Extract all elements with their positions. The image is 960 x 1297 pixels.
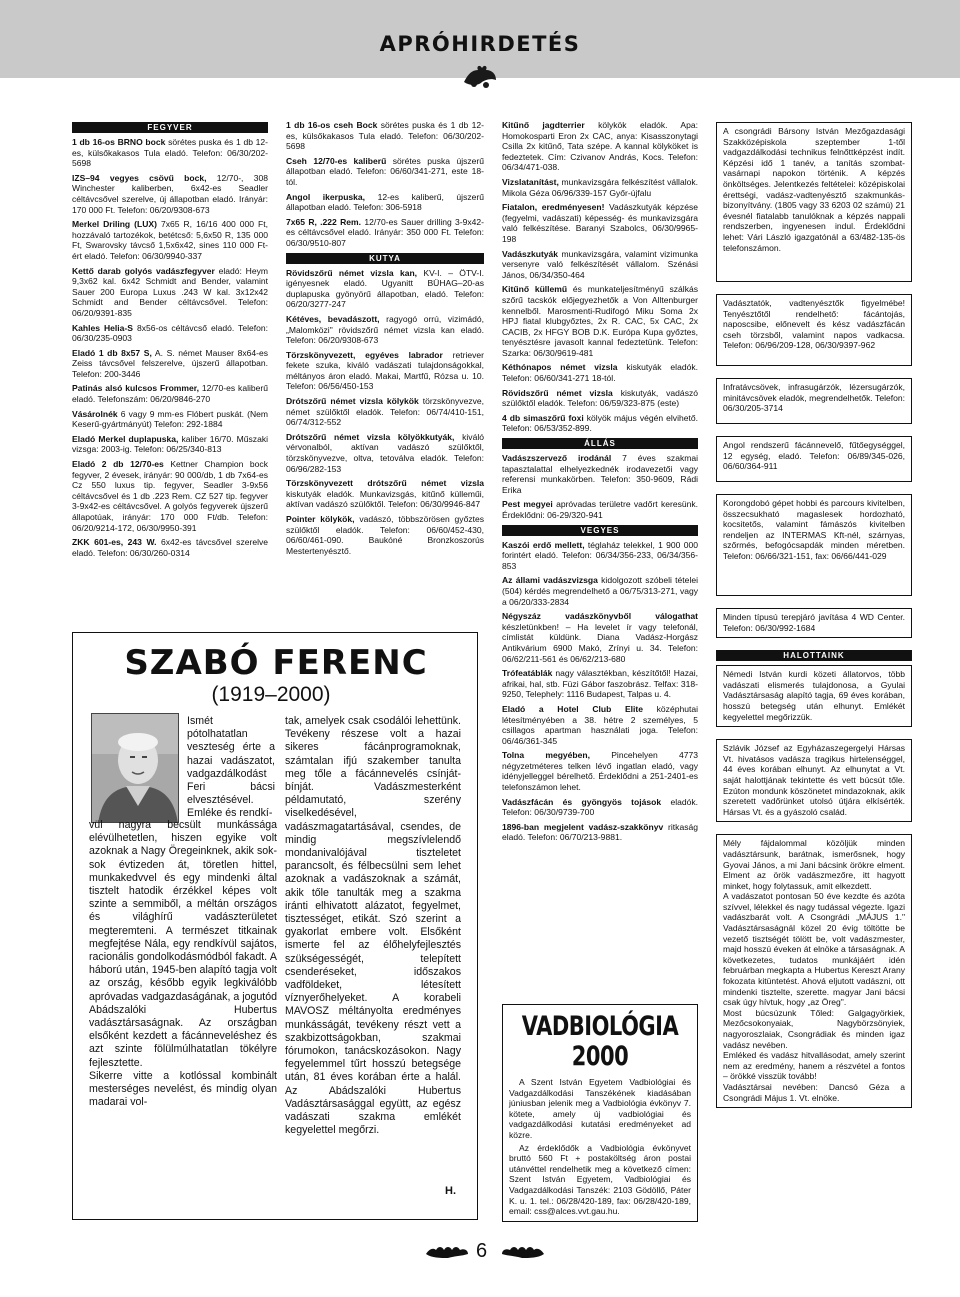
- classified-ad: [502, 177, 698, 198]
- ad-body: kölykök eladók. Apa: Homokosparti Eron 2x CAC, anya: Kisasszonytagi Csilla 2x kitűnő, Tata szépe. A kannal kölyköket is fedeztetek. Cím: Czivanov András, Kocs. Telefon: 06/34/471-038.: [502, 120, 698, 173]
- boxed-ad: Vadásztatók, vadtenyésztők figyelmébe! Tenyésztőtől rendelhető: fácántojás, naposcsibe, előnevelt és kész vadászfácán cseh törzsből, valamint napos vadkacsa. Telefon: 06/96/209-128, 06/30/9397-962: [716, 294, 912, 366]
- ad-body: vadászó, többszörösen győztes szülőktől eladók. Telefon: 06/60/452-430, 06/60/461-090. Baukóné Bronzkoszorús Mestertenyésztő.: [286, 514, 484, 556]
- ad-body: eladók. Telefon: 06/30/9739-700: [502, 796, 699, 818]
- obituary-name: SZABÓ FERENC: [124, 643, 428, 683]
- ad-body: munkavizsgára, valamint vizimunka versenyre való felkészítését vállalom. Szénási János, 06/34/350-464: [502, 248, 698, 280]
- classified-ad: [72, 266, 268, 319]
- classified-ad: [72, 409, 268, 430]
- obituary-signature: H.: [445, 1185, 456, 1197]
- oak-leaf-icon: [500, 1244, 546, 1260]
- death-notice: Mély fájdalommal közöljük minden vadásztársunk, barátnak, ismerősnek, hogy Gyovai János, a mi Jani bácsink örökre elment. Elment az örök vadászmezőre, itt hagyott minket, hogy folytassuk, amit elkezdett. A vadászatot pontosan 50 éve kezdte és azóta szívvel, lélekkel és nagy tudással végezte. Igazi vadászbarát volt. A Csongrádi „MÁJUS 1." Vadásztársaságnál közel 20 évig töltötte be vezető tisztségét tölött be, volt vadászmester, majd hosszú éveken át elnöke a társaságnak. A következetes, tudatos munkájáért idén februárban megkapta a Hubertus Kereszt Arany fokozata kitüntetést. Ahová eljutott vadászni, ott mindenki tisztelte, szerette. magyar Jani bácsi csak úgy hívtuk, hogy „az Öreg". Most búcsúzunk Tőled: Galgagyörkiek, Mezőcsokonyaiak, Nagybörzsönyiek, nagyoroszlaiak, Csongrádiak és minden igaz vadász nevében. Emléked és vadász hitvallásodat, amely szerint nem az eredmény, hanem a részvétel a fontos – örökké visszük tovább! Vadásztársai nevében: Dancsó Géza a Csongrádi Május 1. Vt. elnöke.: [716, 834, 912, 1108]
- ad-body: kölyök május végén elvihető. Telefon: 06/53/352-899.: [502, 412, 698, 434]
- classified-ad: [502, 704, 698, 746]
- classified-ad: [286, 192, 484, 213]
- ad-body: ragyogó orrú, vizimádó, „Malomközi" rövidszőrű német vizsla kan eladó. Telefon: 06/20/9308-673: [286, 313, 484, 346]
- ad-headline: Merkel Driling (LUX): [72, 219, 157, 230]
- ad-headline: Tolna megyében,: [502, 750, 591, 761]
- column-weapons: [72, 122, 268, 562]
- section-header-fegyver: FEGYVER: [72, 122, 268, 133]
- ad-body: 7x65 R, 16/16 400 000 Ft, hozzávaló tartozékok, betétcső: 5,6x50 R, 135 000 Ft, Swarovsky távcső 1,5x6x42, sines 110 000 Ft-ért eladó. Telefon: 06/30/9940-337: [72, 219, 268, 261]
- classified-ad: [502, 822, 698, 843]
- ad-list: [286, 120, 484, 249]
- ad-body: A. S. német Mauser 8x64-es Zeiss távcsővel felszerelve, újszerű állapotban. Telefon: 200-3446: [72, 347, 268, 379]
- portrait-image: [92, 714, 179, 823]
- classified-ad: [502, 750, 698, 792]
- oak-leaf-icon: [460, 60, 500, 90]
- ad-body: és munkateljesítményű szálkás szőrű tacskók előjegyezhetők a Von Alltenburger kennelből. Marosmenti-Rudifogó Miku Soma 2x HPJ fiatal klubgyőztes, 2x R. CAC, 5x CAC, 2x CACIB, 2x HFGY BOB D.K. Európa Kupa győztes, tenyésztésre javasolt kannal fedeztetünk. Telefon: Szarka: 06/30/9619-481: [502, 284, 698, 358]
- ad-headline: ZKK 601-es, 243 W.: [72, 537, 157, 548]
- ad-body: kiskutyák eladók. Munkavizsgás, kitűnő külleműi, aktívan vadászó szülőktől. Telefon: 06/30/9946-847: [286, 488, 484, 510]
- classified-ad: [502, 575, 698, 607]
- ad-headline: Kétéves, bevadászott,: [286, 313, 380, 324]
- classified-ad: [502, 499, 698, 520]
- ad-body: ritkaság eladó. Telefon: 06/70/213-9881.: [502, 821, 698, 843]
- ad-list: [72, 137, 268, 558]
- ad-body: 7 éves szakmai tapasztalattal elhelyezkednék irodavezetői vagy referensi munkakörben. Telefon: 350-9609, Rádi Erika: [502, 453, 698, 495]
- ad-list: [502, 453, 698, 521]
- ad-body: kiskutyák, vadászó szülőktől eladók. Telefon: 06/59/323-875 (este): [502, 387, 698, 409]
- section-header-halottaink: HALOTTAINK: [716, 650, 912, 661]
- ad-body: 12/70-es Sauer drilling 3-9x42-es céltávcsővel eladó. Irányár: 350 000 Ft. Telefon: 06/30/9510-807: [286, 216, 485, 248]
- ad-headline: Pest megyei: [502, 499, 553, 510]
- portrait-photo: [91, 713, 179, 823]
- ad-body: munkavizsgára felkészítést vállalok. Mikola Géza 06/96/339-157 Győr-újfalu: [502, 176, 698, 198]
- classified-ad: [502, 249, 698, 281]
- classified-ad: [502, 388, 698, 409]
- classified-ad: [286, 396, 484, 428]
- classified-ad: [502, 202, 698, 244]
- boxed-ad: Angol rendszerű fácánnevelő, fűtőegységgel, 12 egység, eladó. Telefon: 06/89/345-026, 06/60/364-911: [716, 436, 912, 482]
- obituary-years: (1919–2000): [211, 683, 331, 706]
- ad-body: 8x56-os céltávcső eladó. Telefon: 06/30/235-0903: [72, 322, 268, 344]
- boxed-ad: Infratávcsövek, infrasugárzók, lézersugárzók, minitávcsövek eladók, megrendelhetők. Telefon: 06/30/205-3714: [716, 378, 912, 424]
- ad-headline: Eladó 2 db 12/70-es: [72, 459, 164, 470]
- ad-headline: Kéthónapos német vizsla: [502, 362, 618, 373]
- ad-body: 6 vagy 9 mm-es Flóbert puskát. (Nem Keserű-gyártmányút) Telefon: 292-1884: [72, 408, 268, 430]
- classified-ad: [72, 459, 268, 533]
- ad-headline: Vizslatanítást,: [502, 176, 559, 187]
- ad-body: Vadászkutyák képzése (fegyelmi, vadászati) képesség- és munkavizsgára való felkészítése. Baranyi Szabolcs, 06/30/9965-198: [502, 202, 698, 244]
- obituary-text-col2: tak, amelyek csak csodálói lehettünk. Tevékeny részese volt a hazai sikeres fácánprogramoknak, számtalan ifjú szakember tanulta meg tőle a fácánnevelés csínját-bínját. Vadászmesterként példamutató, szerény viselkedésével, vadászmagatartásával, csendes, de mindig megszívlelendő mondanivalójával tiszteletet parancsolt, és félbecsülni sem lehet azoknak a vadászoknak a számát, akik tőle tanulták meg a szakma iránti elhivatott alázatot, fegyelmet, tisztességet, etikát. Szó szerint a gyakorlat embere volt. Elsőként ismerte fel az élőhelyfejlesztés szükségességét, telepített csenderéseket, időszakos vadföldeket, létesített víznyerőhelyeket. A korabeli MAVOSZ méltányolta eredményes munkásságát, tevékeny részt vett a szakbizottságokban, szakmai fórumokon, tanácskozásokon. Nagy fegyelemmel tűrt hosszú betegsége után, 81 éves korában érte a halál. Az Abádszalóki Hubertus Vadásztársasággal együtt, az egész vadászati szakma emlékét kegyelettel megőrzi.: [285, 715, 461, 1137]
- ad-body: nagy választékban, készítőtől! Hazai, afrikai, hal, stb. Füzi Gábor faszobrász. Telfax: 318-9250, Telephely: 1116 Budapest, Talpas u. 4.: [502, 668, 698, 700]
- obituary-box: [72, 632, 478, 1220]
- classified-ad: [72, 434, 268, 455]
- classified-ad: [502, 453, 698, 495]
- ad-headline: Vadászfácán és gyöngyös tojások: [502, 796, 662, 807]
- ad-body: sörétes puska és 1 db 12-es, külsőkakasos Tula eladó. Telefon: 06/30/202-5698: [72, 137, 268, 169]
- ad-headline: 4 db simaszőrű foxi: [502, 412, 584, 423]
- classified-ad: [286, 217, 484, 249]
- ad-body: 6x42-es távcsővel szerelve eladó. Telefon: 06/30/260-0314: [72, 537, 268, 558]
- obituary-text-col1: vül nagyra becsült munkássága elévülhetetlen, hiszen egyike volt azoknak a Nagy Öregeinknek, akik sok-sok évtizeden át, töretlen hittel, munkakedvvel és egy mindenki által tisztelt hatodik érzékkel képes volt szinte a semmiből, a méltán országos és világhírű vadászterületet megteremteni. A természet titkainak megfejtése Nála, egy rendkívül sajátos, racionális gondolkodásmódból fakadt. A háború után, 1945-ben alapító tagja volt az ország, később egyik legkiválóbb apróvadas vadgazdaságának, a jogutód Abádszalóki Hubertus vadásztársaságnak. Az országban elsőként kezdett a fácánneveléshez és azt szinte fölülmúlhatatlan tökélyre fejlesztette. Sikerre vitte a kotlóssal kombinált mesterséges nevelést, és mindig olyan madarai vol-: [89, 819, 277, 1109]
- classified-ad: [502, 611, 698, 664]
- section-header-kutya: KUTYA: [286, 253, 484, 264]
- ad-headline: Angol ikerpuska,: [286, 191, 366, 202]
- ad-headline: Eladó Merkel duplapuska,: [72, 433, 179, 444]
- ad-headline: 1 db 16-os cseh Bock: [286, 120, 378, 130]
- ad-body: készletünkben! – Ha levelet ír vagy telefonál, címlistát küldünk. Diana Vadász-Horgász Antikvárium 6900 Makó, Zrínyi u. 34. Telefon: 06/62/211-561 és 06/62/213-680: [502, 621, 698, 664]
- column-weapons-dogs: [286, 120, 484, 560]
- ad-body: sörétes puska és 1 db 12-es, külsőkakasos Tula eladó. Telefon: 06/30/202-5698: [286, 120, 484, 152]
- ad-body: kaliber 16/70. Műszaki vizsga: 2003-ig. Telefon: 06/25/340-813: [72, 433, 268, 455]
- ad-body: Kettner Champion bock fegyver, 2 évesek, irányár: 90 000/db, 1 db 7x64-es Cz 550 luxus tip. fegyver, Seadler 3-9x56 céltávcsővel és 1 db .223 Rem. CZ 527 tip. fegyver 3-9x42-es céltávcsővel. A golyós fegyverek újszerű állapotúak, irányár: 170 000 Ft/db. Telefon: 06/20/9214-172, 06/30/9950-391: [72, 459, 268, 533]
- ad-headline: 7x65 R, .222 Rem.: [286, 216, 362, 227]
- classified-ad: [286, 268, 484, 310]
- classified-ad: [286, 120, 484, 152]
- ad-body: Pincehelyen 4773 négyzetméteres telken lévő ingatlan eladó, vagy idényjelleggel bérelhető. Érdeklődni a 251-2401-es telefonszámon lehet.: [502, 750, 698, 793]
- classified-ad: [502, 284, 698, 358]
- ad-headline: Kaszói erdő mellett,: [502, 539, 585, 550]
- death-notice: Szlávik József az Egyházaszegergelyi Hársas Vt. hivatásos vadásza tragikus hirtelenséggel, 44 éves korában elhunyt. Az elhunytat a Vt. saját halottjának tekintette és vett búcsút tőle. Ezúton mondunk köszönetet mindazoknak, akik szeretett vadőrünket utolsó útjára elkísérték. Hársas Vt. és a gyászoló család.: [716, 739, 912, 822]
- classified-ad: [502, 120, 698, 173]
- ad-body: sörétes puska újszerű állapotban eladó. Telefon: 06/60/341-271, este 18-tól.: [286, 155, 484, 187]
- ad-headline: Vadászkutyák: [502, 248, 559, 259]
- ad-headline: Az állami vadászvizsga: [502, 575, 598, 586]
- ad-headline: Drótszőrű német vizsla kölykök: [286, 396, 419, 407]
- vadbiologia-ad: [502, 1004, 698, 1222]
- section-header-allas: ÁLLÁS: [502, 438, 698, 449]
- column-boxed-ads: [716, 122, 912, 1108]
- ad-headline: Rövidszőrű német vizsla kan,: [286, 267, 418, 278]
- ad-body: kiváló vérvonalból, aktívan vadászó szülőktől, törzskönyvezve, oltva, tetoválva eladók. Telefon: 06/96/282-153: [286, 431, 484, 474]
- page-title: APRÓHIRDETÉS: [379, 32, 581, 56]
- ad-body: apróvadas területre vadőrt keresünk. Érdeklődni: 06-29/320-941: [502, 499, 698, 520]
- ad-headline: Vadászszervező irodánál: [502, 453, 612, 464]
- classified-ad: [502, 540, 698, 572]
- vadbiologia-title: VADBIOLÓGIA 2000: [521, 1011, 679, 1071]
- boxed-ad: Minden típusú terepjáró javítása 4 WD Center. Telefon: 06/30/992-1684: [716, 608, 912, 638]
- boxed-ad: A csongrádi Bársony István Mezőgazdasági Szakközépiskola szeptember 1-től vadgazdálkodási technikus felnőttképzést indít. Képzési idő 1 tanév, a tanítás szombat-vasárnapi napokon történik. A képzés önköltséges. Jelentkezés feltételei: középiskolai érettségi, vadász-vadtenyésztő szakmunkás-bizonyítvány. (1805 vagy 33 6203 02 számú) 21 évesnél fiatalabb tanulóknak a képzés nappali rendszerben, ingyenesen indul. Érdeklődni lehet: Vári László igazgatónál a 63/482-135-ös telefonszámon.: [716, 122, 912, 282]
- page-number: 6: [476, 1240, 488, 1262]
- ad-headline: Törzskönyvezett drótszőrű német vizsla: [286, 478, 484, 489]
- classified-ad: [72, 137, 268, 169]
- death-notice: Némedi István kurdi közeti állatorvos, több vadászati elismerés tulajdonosa, a Gyulai Vadásztársaság alapító tagja, 69 éves korában, hosszú betegség után elhunyt. Emlékét kegyelettel megőrizzük.: [716, 665, 912, 727]
- ad-headline: Törzskönyvezett, egyéves labrador: [286, 349, 443, 360]
- classified-ad: [286, 350, 484, 392]
- page-footer: [0, 1234, 960, 1270]
- classified-ad: [502, 362, 698, 383]
- obituary-text-beside-photo: Ismét pótolhatatlan veszteség érte a hazai vadászatot, vadgazdálkodást Feri bácsi elvesztésével. Emléke és rendkí-: [187, 715, 275, 820]
- ad-headline: Fiatalon, eredményesen!: [502, 202, 605, 213]
- ad-list: [502, 120, 698, 434]
- classified-ad: [286, 156, 484, 188]
- ad-headline: Kitűnő jagdterrier: [502, 120, 585, 130]
- ad-headline: 1896-ban megjelent vadász-szakkönyv: [502, 821, 664, 832]
- classified-ad: [72, 537, 268, 558]
- ad-body: középhutai létesítményében a 38. hétre 2 személyes, 5 csillagos apartman használati joga. Telefon: 06/46/361-345: [502, 703, 698, 746]
- ad-headline: 1 db 16-os BRNO bock: [72, 137, 166, 147]
- ad-body: retriever fekete szuka, kiváló vadászati tulajdonságokkal, méltányos áron eladó. Makai, Martfű, Rózsa u. 10. Telefon: 06/56/450-153: [286, 349, 484, 392]
- classified-ad: [286, 514, 484, 556]
- section-header-vegyes: VEGYES: [502, 525, 698, 536]
- classified-ad: [502, 797, 698, 818]
- ad-body: eladó: Heym 9,3x62 kal. 6x42 Schmidt and Bender, valamint Sauer 200 Europa Luxus .243 W kal. 3x12x42 Schmidt and Bender céltávcsővel. Telefon: 06/20/9391-835: [72, 265, 268, 318]
- ad-body: 12/70-es kaliberű eladó. Telefonszám: 06/20/9846-270: [72, 383, 268, 405]
- ad-headline: Eladó 1 db 8x57 S,: [72, 347, 152, 358]
- classified-ad: [502, 413, 698, 434]
- column-dogs-jobs-misc: [502, 120, 698, 847]
- vadbiologia-paragraph: A Szent István Egyetem Vadbiológiai és Vadgazdálkodási Tanszékének kiadásában júniusban jelenik meg a Vadbiológia évkönyv 7. kötete, amely új vadbiológiai és vadgazdálkodási kutatási eredményeket ad közre.: [509, 1077, 691, 1140]
- oak-leaf-icon: [424, 1244, 470, 1260]
- page-header: [0, 0, 960, 92]
- ad-headline: Rövidszőrű német vizsla: [502, 387, 613, 398]
- vadbiologia-paragraph: Az érdeklődők a Vadbiológia évkönyvet bruttó 560 Ft + postaköltség áron postai utánvéttel rendelhetik meg a következő címen: Szent István Egyetem, Vadbiológiai és Vadgazdálkodási Tanszék: 2103 Gödöllő, Páter K. u. 1. tel.: 06/28/420-189, fax: 06/28/420-189, email: css@alces.vvt.gau.hu.: [509, 1142, 691, 1217]
- ad-headline: IZS–94 vegyes csövű bock,: [72, 172, 207, 183]
- ad-headline: Vásárolnék: [72, 408, 118, 419]
- ad-headline: Kettő darab golyós vadászfegyver: [72, 265, 215, 276]
- ad-headline: Drótszőrű német vizsla kölyökkutyák,: [286, 431, 455, 442]
- ad-headline: Patinás alsó kulcsos Frommer,: [72, 383, 199, 394]
- ad-body: 12-es kaliberű, újszerű állapotban eladó. Telefon: 306-5918: [286, 191, 484, 213]
- ad-headline: Eladó a Hotel Club Elite: [502, 703, 644, 714]
- ad-body: kidolgozott szóbeli tételei (504) kérdés megrendelhető a 06/75/313-271, vagy a 06/20/333-2834: [502, 575, 698, 607]
- ad-list: [286, 268, 484, 557]
- classified-ad: [72, 323, 268, 344]
- vadbiologia-text: [509, 1077, 691, 1217]
- classified-ad: [72, 383, 268, 404]
- ad-body: kiskutyák eladók. Telefon: 06/60/341-271 18-tól.: [502, 362, 698, 384]
- classified-ad: [72, 219, 268, 261]
- ad-body: törzskönyvezve, német szülőktől eladók. Telefon: 06/74/410-151, 06/74/312-552: [286, 396, 484, 428]
- classified-ad: [286, 432, 484, 474]
- classified-ad: [72, 348, 268, 380]
- ad-headline: Kahles Helia-S: [72, 322, 133, 333]
- ad-list: [502, 540, 698, 843]
- classified-ad: [286, 478, 484, 510]
- ad-headline: Pointer kölykök,: [286, 514, 355, 524]
- ad-headline: Négyszáz vadászkönyvből válogathat: [502, 611, 698, 622]
- ad-headline: Kitűnő küllemű: [502, 284, 568, 295]
- classified-ad: [502, 668, 698, 700]
- classified-ad: [72, 173, 268, 215]
- boxed-ad: Korongdobó gépet hobbi és parcours kivitelben, összecsukható magaslesek hordozható, kocsitetős, valamint fámászós kivitelben rendeljen az INTERMAS Kft-nél, szárnyas, szőrmés, befogócsapdák minden méretben. Telefon: 06/66/321-151, fax: 06/66/441-029: [716, 494, 912, 596]
- ad-headline: Trófeatáblák: [502, 668, 553, 679]
- classified-ad: [286, 314, 484, 346]
- ad-body: KV-I. – ÖTV-I. igényesnek eladó. Ugyanitt BÜHAG–20-as duplapuska gyönyörű állapotban, eladó. Telefon: 06/20/3277-247: [286, 267, 484, 310]
- ad-headline: Cseh 12/70-es kaliberű: [286, 155, 387, 166]
- ad-body: téglaház telekkel, 1 900 000 forintért eladó. Telefon: 06/34/356-233, 06/34/356-853: [502, 539, 698, 571]
- ad-body: 12/70-, 308 Winchester kaliberben, 6x42-es Seadler céltávcsővel szerelve, új állapotban eladó. Irányár: 170 000 Ft. Telefon: 06/20/9308-673: [72, 172, 268, 215]
